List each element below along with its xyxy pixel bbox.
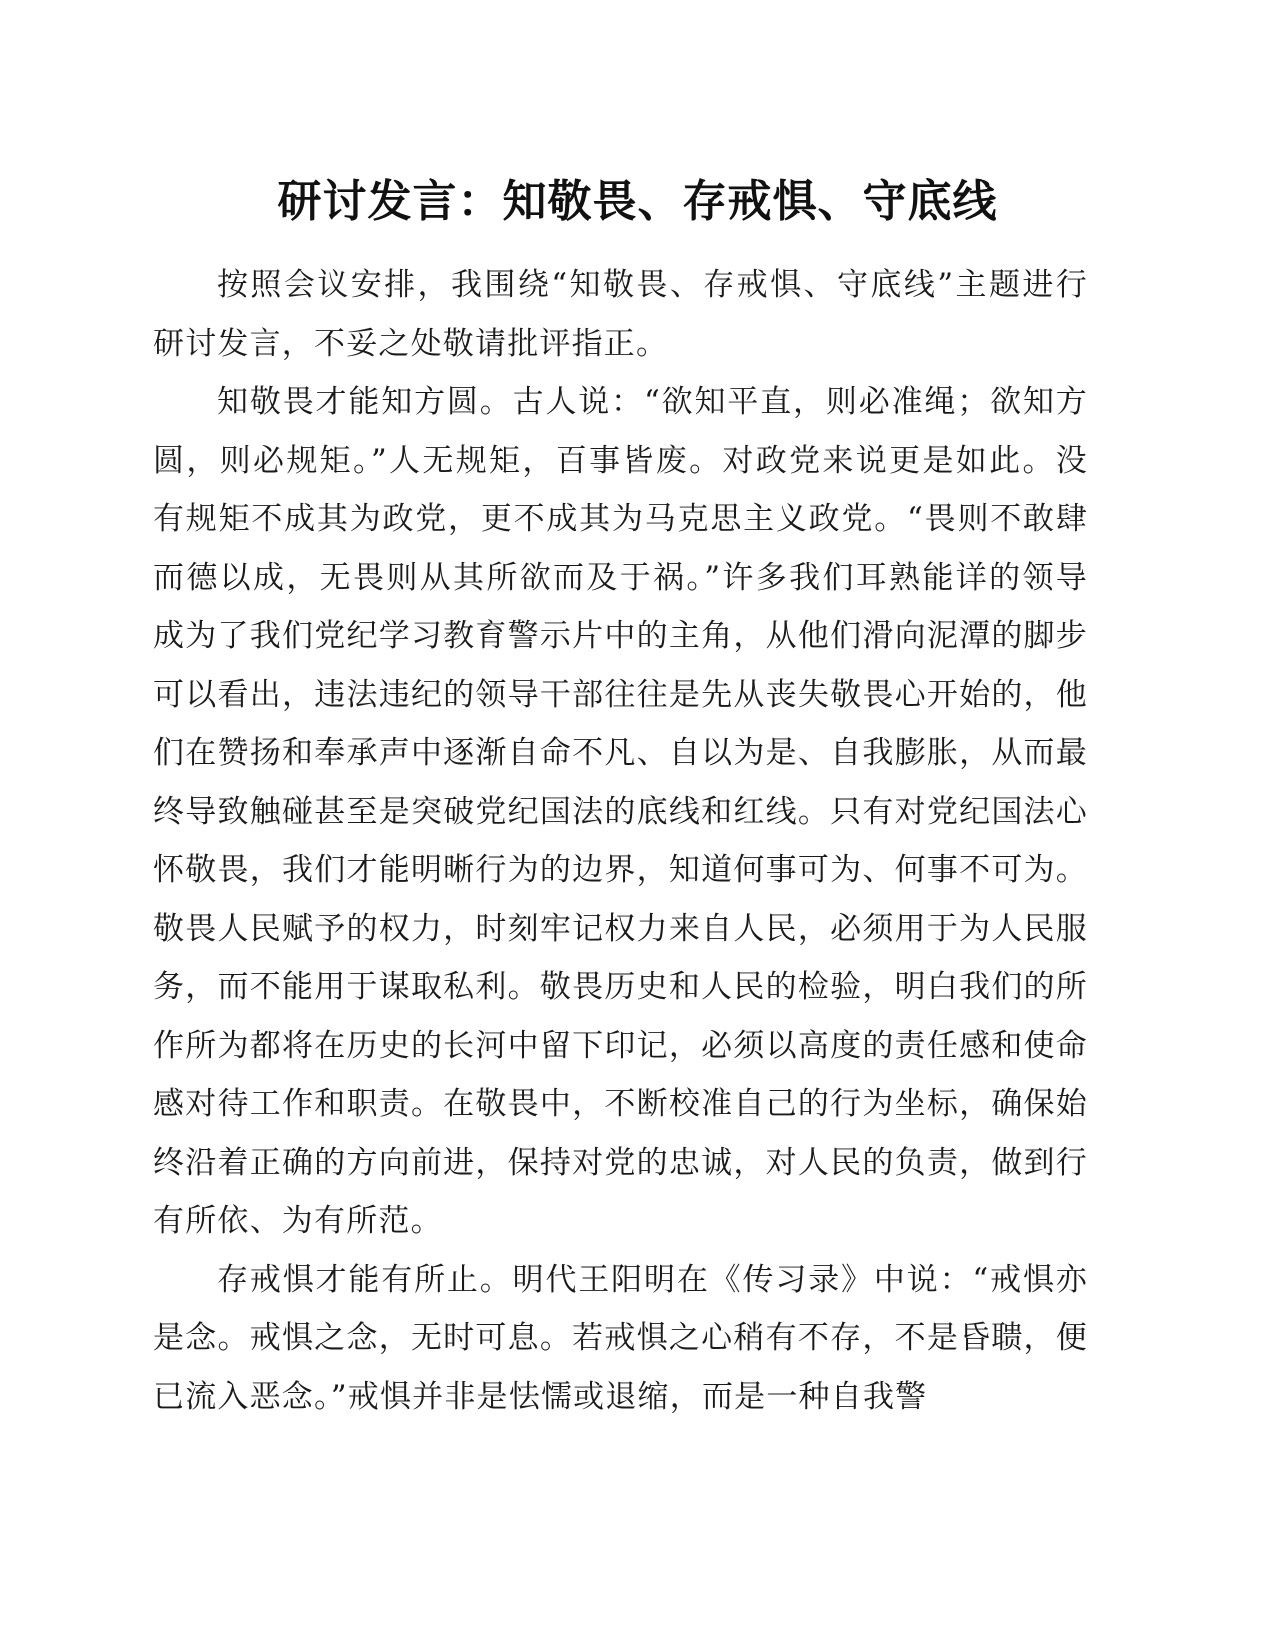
document-body xyxy=(153,256,1088,1426)
paragraph-intro: 按照会议安排，我围绕“知敬畏、存戒惧、守底线”主题进行研讨发言，不妥之处敬请批评指正。 xyxy=(153,267,1088,362)
document-title: 研讨发言：知敬畏、存戒惧、守底线 xyxy=(277,176,998,227)
paragraph-reverence: 知敬畏才能知方圆。古人说：“欲知平直，则必准绳；欲知方圆，则必规矩。”人无规矩，百事皆废。对政党来说更是如此。没有规矩不成其为政党，更不成其为马克思主义政党。“畏则不敢肆而德以成，无畏则从其所欲而及于祸。”许多我们耳熟能详的领导成为了我们党纪学习教育警示片中的主角，从他们滑向泥潭的脚步可以看出，违法违纪的领导干部往往是先从丧失敬畏心开始的，他们在赞扬和奉承声中逐渐自命不凡、自以为是、自我膨胀，从而最终导致触碰甚至是突破党纪国法的底线和红线。只有对党纪国法心怀敬畏，我们才能明晰行为的边界，知道何事可为、何事不可为。敬畏人民赋予的权力，时刻牢记权力来自人民，必须用于为人民服务，而不能用于谋取私利。敬畏历史和人民的检验，明白我们的所作所为都将在历史的长河中留下印记，必须以高度的责任感和使命感对待工作和职责。在敬畏中，不断校准自己的行为坐标，确保始终沿着正确的方向前进，保持对党的忠诚，对人民的负责，做到行有所依、为有所范。 xyxy=(153,384,1088,1239)
paragraph-caution: 存戒惧才能有所止。明代王阳明在《传习录》中说：“戒惧亦是念。戒惧之念，无时可息。若戒惧之心稍有不存，不是昏聩，便已流入恶念。”戒惧并非是怯懦或退缩，而是一种自我警 xyxy=(153,1261,1088,1415)
